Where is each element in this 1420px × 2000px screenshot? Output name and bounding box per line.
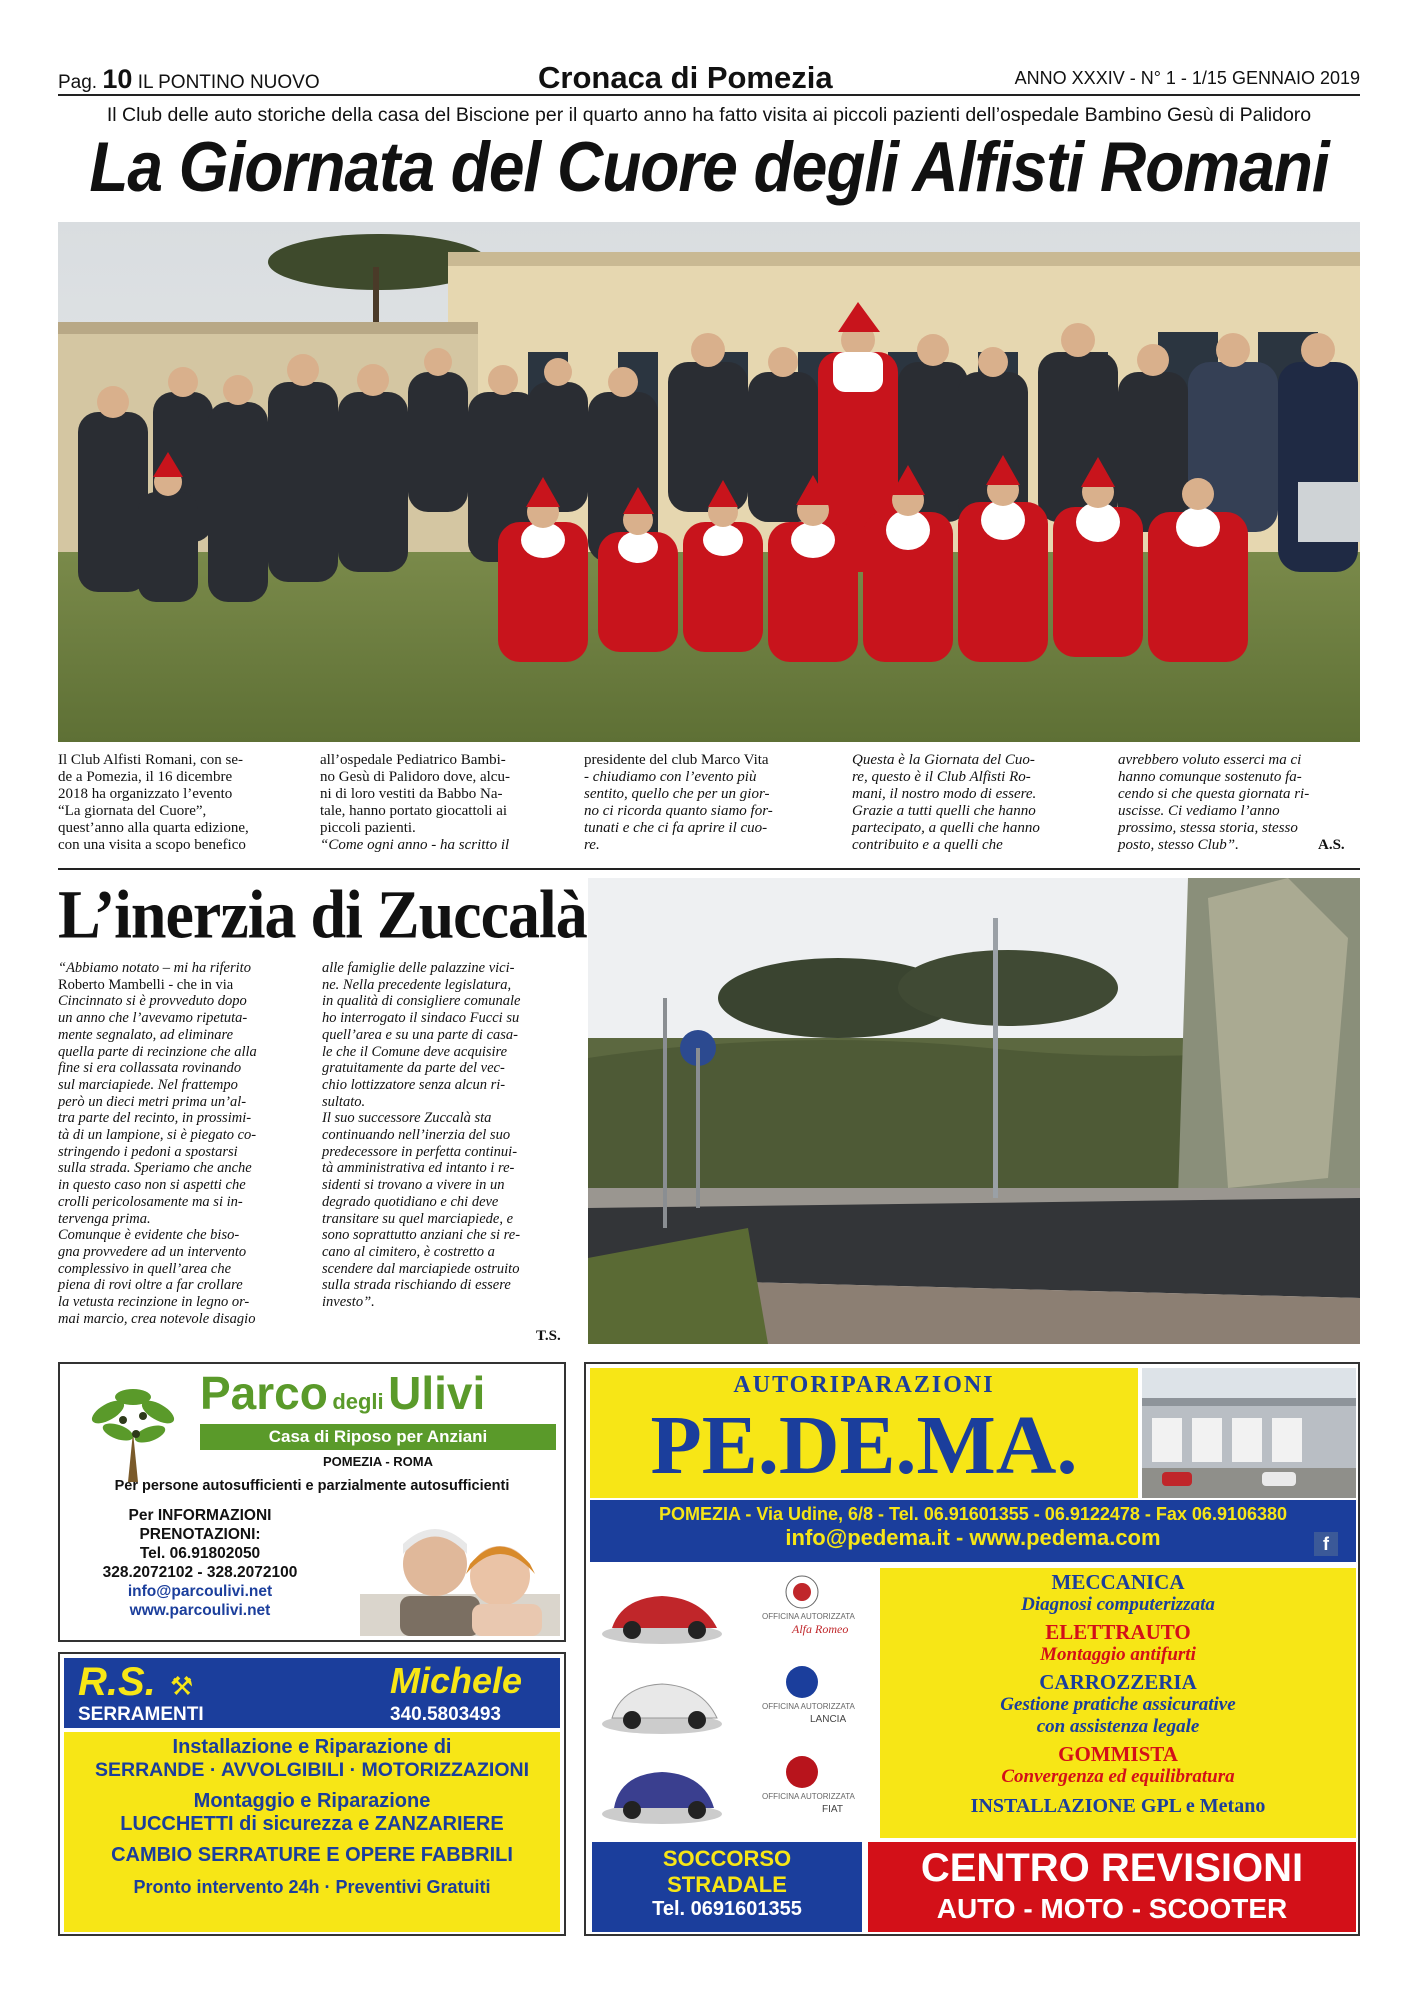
article2-col2: alle famiglie delle palazzine vici- ne. Nella precedente legislatura, in qualità di consigliere comunale ho interrogato il sindaco Fucci su quell’area e su una parte di casa- le che il Comune deve acquisire gratuitamente da parte del vec- chio lottizzatore senza alcun ri- sultato. Il suo successore Zuccalà sta continuando nell’inerzia del suo predecessore in perfetta continui- tà amministrativa ed intanto i re- sidenti si trovano a vivere in un degrado quotidiano e chi deve transitare su quel marciapiede, e sono soprattutto anziani che si re- cano al cimitero, è costretto a scendere dal marciapiede ostruito sulla strada rischiando di essere investo”. [322,960,521,1311]
rs-services: Installazione e Riparazione di SERRANDE · AVVOLGIBILI · MOTORIZZAZIONI Montaggio e Riparazione LUCCHETTI di sicurezza e ZANZARIERE CAMBIO SERRATURE E OPERE FABBRILI Pronto intervento 24h · Preventivi Gratuiti [64,1732,560,1932]
issue-info: ANNO XXXIV - N° 1 - 1/15 GENNAIO 2019 [1014,68,1360,88]
article2-signature: T.S. [536,1328,561,1344]
ad-parco-degli-ulivi [58,1362,566,1642]
parco-brand: Parco degli Ulivi [200,1367,486,1419]
pedema-brand: PE.DE.MA. [650,1399,1078,1492]
pedema-services: MECCANICA Diagnosi computerizzata ELETTRAUTO Montaggio antifurti CARROZZERIA Gestione pratiche assicurative con assistenza legale GOMMISTA Convergenza ed equilibratura INSTALLAZIONE GPL e Metano [880,1568,1356,1838]
facebook-icon[interactable]: f [1314,1532,1338,1556]
olive-tree-icon [78,1372,188,1482]
soccorso-stradale: SOCCORSO STRADALE Tel. 0691601355 [592,1842,862,1932]
newspaper-name: IL PONTINO NUOVO [137,72,320,93]
article1-col4: Questa è la Giornata del Cuo- re, questo è il Club Alfisti Ro- mani, il nostro modo di essere. Grazie a tutti quelli che hanno partecipato, a quelli che hanno contribuito e a quelli che [852,752,1040,853]
article-divider [58,868,1360,870]
article-headline: La Giornata del Cuore degli Alfisti Romani [89,127,1329,207]
pedema-contacts: POMEZIA - Via Udine, 6/8 - Tel. 06.91601355 - 06.9122478 - Fax 06.9106380 info@pedema.it - www.pedema.com [590,1500,1356,1562]
article1-col5: avrebbero voluto esserci ma ci hanno comunque sostenuto fa- cendo si che questa giornata ri- uscisse. Ci vediamo l’anno prossimo, stessa storia, stesso posto, stesso Club”. [1118,752,1310,853]
rs-name: Michele [390,1660,523,1701]
article1-col2: all’ospedale Pediatrico Bambi- no Gesù di Palidoro dove, alcu- ni di loro vestiti da Babbo Na- tale, hanno portato giocattoli ai piccoli pazienti. “Come ogni anno - ha scritto il [320,752,510,853]
parco-tagline: Casa di Riposo per Anziani [200,1424,556,1450]
brand-alfa-romeo: OFFICINA AUTORIZZATA Alfa Romeo [592,1568,876,1654]
rs-sub: SERRAMENTI [78,1704,204,1725]
street-photo [588,878,1360,1344]
parco-target: Per persone autosufficienti e parzialmente autosufficienti [114,1478,510,1494]
workshop-photo [1142,1368,1356,1498]
article1-col1: Il Club Alfisti Romani, con se- de a Pomezia, il 16 dicembre 2018 ha organizzato l’evento “La giornata del Cuore”, quest’anno alla quarta edizione, con una visita a scopo benefico [58,752,249,853]
article-kicker: Il Club delle auto storiche della casa del Biscione per il quarto anno ha fatto visita ai piccoli pazienti dell’ospedale Bambino Gesù di Palidoro [106,104,1312,126]
pedema-top: AUTORIPARAZIONI [733,1372,995,1398]
rs-brand: R.S. [78,1660,156,1704]
article1-signature: A.S. [1318,837,1345,853]
wrench-icon: ⚒ [170,1672,194,1701]
article2-headline: L’inerzia di Zuccalà [58,876,587,953]
page-header [58,60,1360,96]
article2-col1: “Abbiamo notato – mi ha riferito Roberto Mambelli - che in via Cincinnato si è provveduto dopo un anno che l’avevamo ripetuta- mente segnalato, ad eliminare quella parte di recinzione che alla fine si era collassata rovinando sul marciapiede. Nel frattempo però un dieci metri prima un’al- tra parte del recinto, in prossimi- tà di un lampione, si è piegato co- stringendo i pedoni a spostarsi sulla strada. Speriamo che anche in questo caso non si aspetti che crolli pericolosamente ma si in- tervenga prima. Comunque è evidente che biso- gna provvedere ad un intervento complessivo in quell’area che piena di rovi oltre a far crollare la vetusta recinzione in legno or- mai marcio, crea notevole disagio [58,960,257,1327]
parco-place: POMEZIA - ROMA [322,1454,433,1469]
parco-contacts: Per INFORMAZIONI PRENOTAZIONI: Tel. 06.91802050 328.2072102 - 328.2072100 info@parcoulivi.net www.parcoulivi.net [102,1507,298,1619]
brand-lancia: OFFICINA AUTORIZZATA LANCIA [592,1658,876,1744]
rs-phone: 340.5803493 [390,1704,501,1725]
page-number: Pag. 10 IL PONTINO NUOVO [58,64,320,94]
elderly-couple-photo [360,1504,560,1636]
pedema-brands [592,1568,876,1836]
section-title: Cronaca di Pomezia [538,60,833,95]
centro-revisioni: CENTRO REVISIONI AUTO - MOTO - SCOOTER [868,1842,1356,1932]
ad-rs-serramenti [58,1652,566,1936]
group-photo [58,222,1360,742]
brand-fiat: OFFICINA AUTORIZZATA FIAT [592,1748,876,1834]
article1-col3: presidente del club Marco Vita - chiudiamo con l’evento più sentito, quello che per un gior- no ci ricorda quanto siamo for- tunati e che ci fa aprire il cuo- re. [584,752,773,853]
ad-pedema [584,1362,1360,1936]
